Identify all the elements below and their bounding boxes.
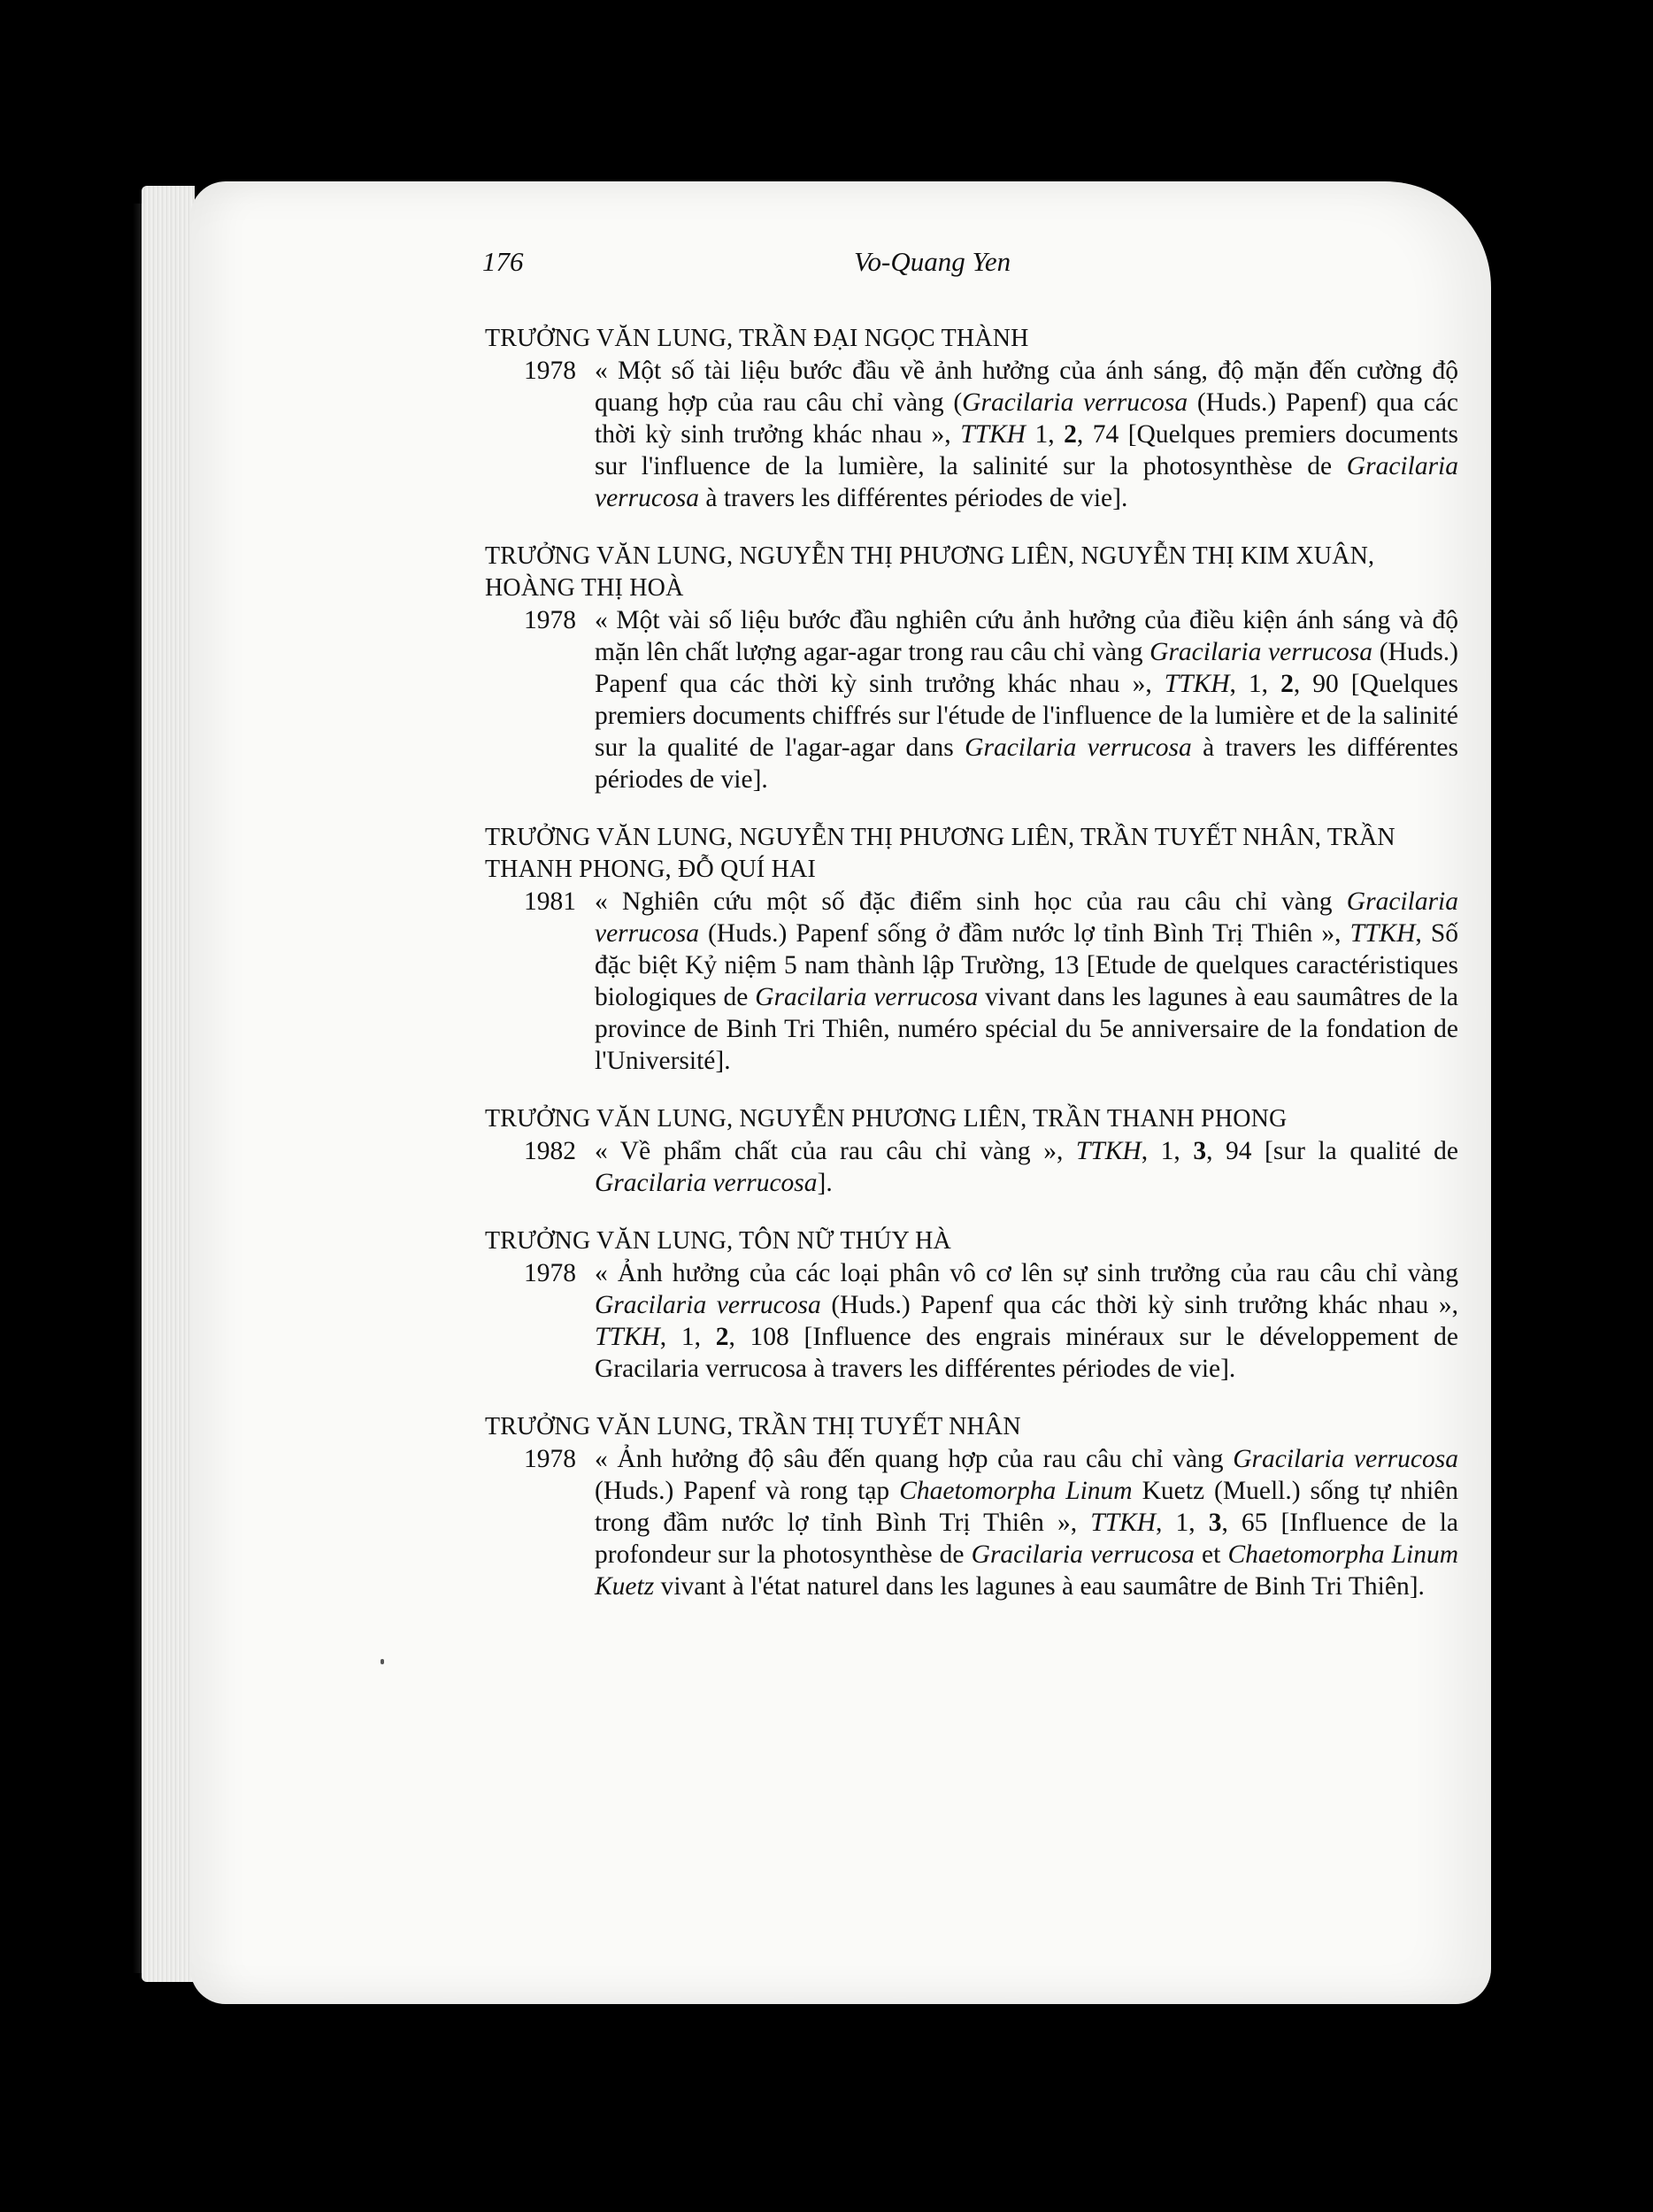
citation-text-run: , 108 [Influence des engrais minéraux sur le développement de Gracilaria verrucosa à travers les différentes périodes de vie]. [595, 1323, 1458, 1383]
entry-citation [595, 1443, 1458, 1602]
page-number: 176 [482, 246, 524, 277]
entry-year: 1982 [524, 1137, 576, 1165]
bibliography-entry [485, 323, 1458, 514]
entry-year: 1978 [524, 606, 576, 634]
bibliography-entry [485, 1225, 1458, 1385]
entry-reference [485, 886, 1458, 1077]
bibliography-entry [485, 541, 1458, 795]
entry-authors: TRƯỞNG VĂN LUNG, NGUYỄN PHƯƠNG LIÊN, TRẦN THANH PHONG [485, 1105, 1288, 1133]
citation-text-run: 2 [715, 1323, 729, 1351]
entry-citation [595, 1135, 1458, 1199]
citation-text-run: Gracilaria verrucosa [595, 452, 1458, 512]
citation-text-run: « Ảnh hưởng của các loại phân vô cơ lên sự sinh trưởng của rau câu chỉ vàng [595, 1259, 1458, 1287]
citation-text-run: 2 [1064, 420, 1077, 449]
bibliography-entries [485, 323, 1458, 1629]
citation-text-run: à travers les différentes périodes de vie]. [698, 484, 1128, 512]
entry-reference [485, 1443, 1458, 1602]
citation-text-run: , 1, [1229, 670, 1281, 698]
citation-text-run: , 1, [659, 1323, 716, 1351]
citation-text-run: Gracilaria verrucosa [595, 1291, 821, 1319]
citation-text-run: , 74 [Quelques premiers documents sur l'influence de la lumière, la salinité sur la photosynthèse de [595, 420, 1458, 480]
entry-authors: TRƯỞNG VĂN LUNG, NGUYỄN THỊ PHƯƠNG LIÊN, TRẦN TUYẾT NHÂN, TRẦN THANH PHONG, ĐỖ QUÍ HAI [485, 824, 1395, 883]
entry-authors: TRƯỞNG VĂN LUNG, NGUYỄN THỊ PHƯƠNG LIÊN, NGUYỄN THỊ KIM XUÂN, HOÀNG THỊ HOÀ [485, 542, 1375, 602]
entry-reference [485, 1257, 1458, 1385]
citation-text-run: 3 [1208, 1509, 1222, 1537]
entry-year: 1978 [524, 1445, 576, 1473]
citation-text-run: , 94 [sur la qualité de [1206, 1137, 1458, 1165]
entry-citation [595, 1257, 1458, 1385]
citation-text-run: « Một vài số liệu bước đầu nghiên cứu ảnh hưởng của điều kiện ánh sáng và độ mặn lên chất lượng agar-agar trong rau câu chỉ vàng [595, 606, 1458, 666]
citation-text-run: Kuetz (Muell.) sống tự nhiên trong đầm nước lợ tỉnh Bình Trị Thiên », [595, 1477, 1458, 1537]
citation-text-run: Chaetomorpha Linum [899, 1477, 1133, 1505]
citation-text-run: TTKH [595, 1323, 660, 1351]
citation-text-run: à travers les différentes périodes de vie]. [595, 733, 1458, 794]
citation-text-run: Gracilaria verrucosa [962, 388, 1188, 417]
citation-text-run: Gracilaria verrucosa [965, 733, 1192, 762]
citation-text-run: TTKH [960, 420, 1026, 449]
citation-text-run: 2 [1280, 670, 1294, 698]
entry-authors: TRƯỞNG VĂN LUNG, TRẦN THỊ TUYẾT NHÂN [485, 1413, 1021, 1440]
citation-text-run: Gracilaria verrucosa [1149, 638, 1372, 666]
citation-text-run: , 65 [Influence de la profondeur sur la photosynthèse de [595, 1509, 1458, 1569]
citation-text-run: 1, [1025, 420, 1065, 449]
citation-text-run: « Nghiên cứu một số đặc điểm sinh học của rau câu chỉ vàng [595, 887, 1347, 916]
entry-year: 1981 [524, 887, 576, 916]
citation-text-run: TTKH [1075, 1137, 1142, 1165]
citation-text-run: (Huds.) Papenf và rong tạp [595, 1477, 900, 1505]
citation-text-run: Gracilaria verrucosa [595, 887, 1458, 948]
citation-text-run: vivant dans les lagunes à eau saumâtres de la province de Binh Tri Thiên, numéro spécial du 5e anniversaire de la fondation de l'Université]. [595, 983, 1458, 1075]
entry-citation [595, 355, 1458, 514]
citation-text-run: Gracilaria verrucosa [1233, 1445, 1458, 1473]
entry-year: 1978 [524, 357, 576, 385]
bibliography-entry [485, 1411, 1458, 1602]
bibliography-entry [485, 822, 1458, 1077]
citation-text-run: 3 [1193, 1137, 1207, 1165]
citation-text-run: , 1, [1141, 1137, 1194, 1165]
citation-text-run: « Một số tài liệu bước đầu về ảnh hưởng của ánh sáng, độ mặn đến cường độ quang hợp của rau câu chỉ vàng ( [595, 357, 1458, 417]
citation-text-run: Chaetomorpha Linum Kuetz [595, 1540, 1458, 1601]
citation-text-run: Gracilaria verrucosa [595, 1169, 818, 1197]
citation-text-run: (Huds.) Papenf qua các thời kỳ sinh trưởng khác nhau », [595, 638, 1458, 698]
running-title: Vo-Quang Yen [854, 246, 1011, 277]
page-stack-edge [142, 186, 195, 1982]
entry-authors: TRƯỞNG VĂN LUNG, TÔN NỮ THÚY HÀ [485, 1227, 951, 1255]
entry-reference [485, 604, 1458, 795]
citation-text-run: TTKH [1349, 919, 1416, 948]
entry-authors: TRƯỞNG VĂN LUNG, TRẦN ĐẠI NGỌC THÀNH [485, 325, 1029, 352]
citation-text-run: (Huds.) Papenf) qua các thời kỳ sinh trưởng khác nhau », [595, 388, 1458, 449]
citation-text-run: et [1194, 1540, 1228, 1569]
citation-text-run: (Huds.) Papenf sống ở đầm nước lợ tỉnh Bình Trị Thiên », [698, 919, 1350, 948]
citation-text-run: TTKH [1164, 670, 1230, 698]
entry-reference [485, 355, 1458, 514]
citation-text-run: Gracilaria verrucosa [755, 983, 979, 1011]
entry-citation [595, 886, 1458, 1077]
citation-text-run: « Về phẩm chất của rau câu chỉ vàng », [595, 1137, 1076, 1165]
entry-year: 1978 [524, 1259, 576, 1287]
dust-speck [381, 1659, 384, 1664]
entry-reference [485, 1135, 1458, 1199]
citation-text-run: vivant à l'état naturel dans les lagunes à eau saumâtre de Binh Tri Thiên]. [654, 1572, 1425, 1601]
citation-text-run: , Số đặc biệt Kỷ niệm 5 nam thành lập Trường, 13 [Etude de quelques caractéristiques biologiques de [595, 919, 1458, 1011]
entry-citation [595, 604, 1458, 795]
citation-text-run: Gracilaria verrucosa [971, 1540, 1195, 1569]
citation-text-run: , 90 [Quelques premiers documents chiffrés sur l'étude de l'influence de la lumière et de la salinité sur la qualité de l'agar-agar dans [595, 670, 1459, 762]
bibliography-entry [485, 1103, 1458, 1199]
citation-text-run: « Ảnh hưởng độ sâu đến quang hợp của rau câu chỉ vàng [595, 1445, 1234, 1473]
citation-text-run: , 1, [1156, 1509, 1209, 1537]
citation-text-run: TTKH [1090, 1509, 1156, 1537]
citation-text-run: ]. [817, 1169, 833, 1197]
citation-text-run: (Huds.) Papenf qua các thời kỳ sinh trưởng khác nhau », [820, 1291, 1459, 1319]
